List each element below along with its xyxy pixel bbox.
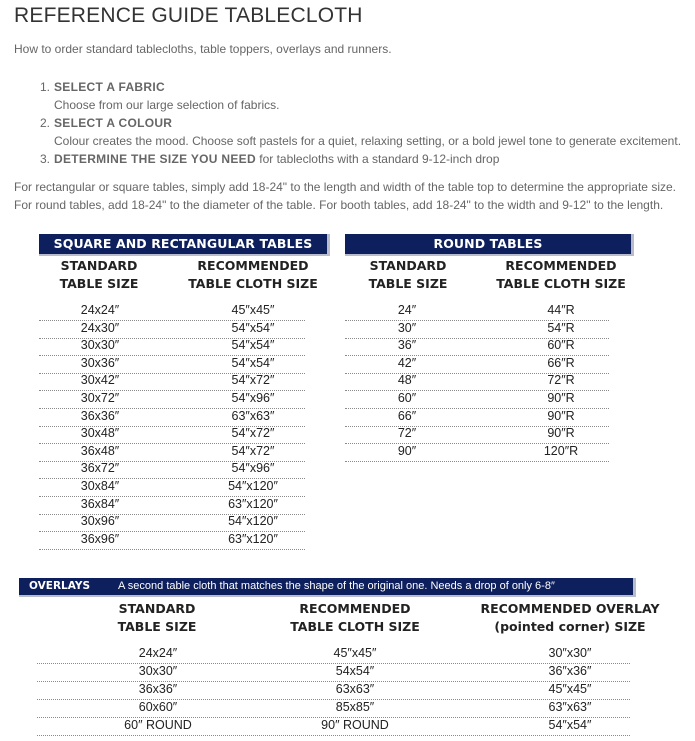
steps-list	[40, 78, 681, 168]
overlays-table-cell: 90″ ROUND	[321, 718, 389, 732]
square-table-row	[39, 390, 305, 409]
square-table-row	[39, 460, 305, 479]
step-item	[40, 114, 681, 150]
square-table-row	[39, 478, 305, 497]
round-table-row	[345, 372, 609, 391]
overlays-table-cell: 45″x45″	[333, 646, 377, 660]
step-heading: DETERMINE THE SIZE YOU NEED	[54, 152, 256, 166]
step-tail: for tablecloths with a standard 9-12-inch drop	[255, 152, 500, 166]
round-table-cell: 30″	[397, 320, 417, 335]
overlays-table-row	[37, 717, 630, 736]
square-table-cell: 45″x45″	[231, 303, 275, 317]
step-item	[40, 78, 681, 114]
round-col-standard: STANDARD TABLE SIZE	[368, 258, 448, 291]
square-table-row	[39, 302, 305, 321]
square-table-row	[39, 531, 305, 550]
step-number: 3.	[40, 152, 51, 166]
round-table-cell: 72″	[397, 426, 417, 441]
square-table-cell: 36x84″	[80, 496, 120, 511]
overlays-table-cell: 24x24″	[138, 646, 178, 660]
square-table-cell: 54″x72″	[231, 373, 275, 388]
round-table-cell: 42″	[397, 355, 417, 370]
step-heading: SELECT A COLOUR	[54, 116, 173, 130]
round-table-row	[345, 408, 609, 427]
overlays-table-cell: 60x60″	[138, 700, 178, 714]
overlays-table-row	[37, 681, 630, 700]
round-table-cell: 90″R	[547, 426, 575, 441]
overlays-table-cell: 36x36″	[138, 682, 178, 696]
round-table-cell: 120″R	[543, 443, 579, 458]
round-table-cell: 24″	[397, 303, 417, 317]
overlays-table-cell: 30″x30″	[548, 646, 592, 660]
overlays-table-row	[37, 645, 630, 664]
overlays-table-row	[37, 663, 630, 682]
square-table-row	[39, 355, 305, 374]
round-table-row	[345, 355, 609, 374]
overlay-col-overlay: RECOMMENDED OVERLAY (pointed corner) SIZE	[480, 601, 660, 634]
square-table-cell: 63″x63″	[231, 408, 275, 423]
square-table-cell: 54″x72″	[231, 443, 275, 458]
square-table-cell: 30x48″	[80, 426, 120, 441]
round-table-cell: 48″	[397, 373, 417, 388]
square-table-row	[39, 443, 305, 462]
square-table-row	[39, 372, 305, 391]
square-table-cell: 30x42″	[80, 373, 120, 388]
square-table-cell: 30x96″	[80, 514, 120, 529]
square-table-cell: 36x96″	[80, 531, 120, 546]
step-description: Colour creates the mood. Choose soft pastels for a quiet, relaxing setting, or a bold jewel tone to generate excitement.	[54, 134, 682, 148]
round-table-cell: 90″	[397, 443, 417, 458]
square-table-cell: 30x72″	[80, 391, 120, 405]
square-table-row	[39, 425, 305, 444]
round-table-cell: 60″	[397, 391, 417, 405]
square-table-cell: 30x84″	[80, 479, 120, 493]
square-table-cell: 63″x120″	[228, 496, 278, 511]
round-table-row	[345, 390, 609, 409]
square-table-cell: 54″x120″	[228, 514, 278, 529]
overlays-table-cell: 60″ ROUND	[124, 718, 192, 732]
overlays-table-cell: 63″x63″	[548, 700, 592, 714]
square-table-row	[39, 337, 305, 356]
square-table-cell: 30x36″	[80, 355, 120, 370]
round-table-cell: 90″R	[547, 408, 575, 423]
square-table-row	[39, 513, 305, 532]
square-table-cell: 54″x72″	[231, 426, 275, 441]
square-table-cell: 24x24″	[80, 303, 120, 317]
square-table-cell: 63″x120″	[228, 531, 278, 546]
square-table-cell: 54″x54″	[231, 338, 275, 353]
square-table-cell: 36x36″	[80, 408, 120, 423]
overlay-col-standard: STANDARD TABLE SIZE	[117, 601, 197, 634]
overlays-table-cell: 54x54″	[335, 664, 375, 678]
round-table-cell: 66″	[397, 408, 417, 423]
overlays-table-cell: 85x85″	[335, 700, 375, 714]
round-table-cell: 36″	[397, 338, 417, 353]
round-table-row	[345, 337, 609, 356]
overlays-table-cell: 54″x54″	[548, 718, 592, 732]
round-table-cell: 90″R	[547, 391, 575, 405]
overlays-table-cell: 45″x45″	[548, 682, 592, 696]
step-item	[40, 150, 681, 168]
overlays-table-cell: 30x30″	[138, 664, 178, 678]
step-description: Choose from our large selection of fabrics.	[54, 98, 280, 112]
square-table-row	[39, 496, 305, 515]
square-table-cell: 24x30″	[80, 320, 120, 335]
overlay-col-recommended: RECOMMENDED TABLE CLOTH SIZE	[290, 601, 420, 634]
round-table-cell: 54″R	[547, 320, 575, 335]
note-rectangular: For rectangular or square tables, simply add 18-24" to the length and width of the table top to determine the appropriate size.	[14, 180, 676, 194]
square-table-row	[39, 408, 305, 427]
square-col-recommended: RECOMMENDED TABLE CLOTH SIZE	[188, 258, 318, 291]
square-table-cell: 54″x54″	[231, 320, 275, 335]
square-table-cell: 30x30″	[80, 338, 120, 353]
overlays-description: A second table cloth that matches the shape of the original one. Needs a drop of only 6-8″	[118, 580, 555, 592]
square-table-cell: 36x48″	[80, 443, 120, 458]
round-table-row	[345, 302, 609, 321]
overlays-label: OVERLAYS	[29, 580, 91, 592]
round-table-row	[345, 443, 609, 462]
square-table-cell: 54″x54″	[231, 355, 275, 370]
round-table-cell: 60″R	[547, 338, 575, 353]
overlays-table-cell: 36″x36″	[548, 664, 592, 678]
round-table-cell: 72″R	[547, 373, 575, 388]
intro-text: How to order standard tablecloths, table toppers, overlays and runners.	[14, 42, 392, 56]
square-col-standard: STANDARD TABLE SIZE	[59, 258, 139, 291]
square-table-row	[39, 320, 305, 339]
step-number: 1.	[40, 80, 51, 94]
square-table-cell: 54″x120″	[228, 479, 278, 493]
round-col-recommended: RECOMMENDED TABLE CLOTH SIZE	[496, 258, 626, 291]
step-number: 2.	[40, 116, 51, 130]
round-table-cell: 66″R	[547, 355, 575, 370]
round-table-row	[345, 320, 609, 339]
step-heading: SELECT A FABRIC	[54, 80, 165, 94]
round-table-row	[345, 425, 609, 444]
square-table-cell: 36x72″	[80, 461, 120, 476]
square-table-cell: 54″x96″	[231, 461, 275, 476]
overlays-bar	[19, 578, 636, 597]
square-table-cell: 54″x96″	[231, 391, 275, 405]
round-table-title: ROUND TABLES	[345, 234, 634, 256]
overlays-table-row	[37, 699, 630, 718]
square-table-title: SQUARE AND RECTANGULAR TABLES	[39, 234, 330, 256]
overlays-table-cell: 63x63″	[335, 682, 375, 696]
page-title: REFERENCE GUIDE TABLECLOTH	[14, 4, 363, 27]
note-round: For round tables, add 18-24" to the diameter of the table. For booth tables, add 18-24" to the width and 9-12" to the length.	[14, 198, 664, 212]
round-table-cell: 44″R	[547, 303, 575, 317]
